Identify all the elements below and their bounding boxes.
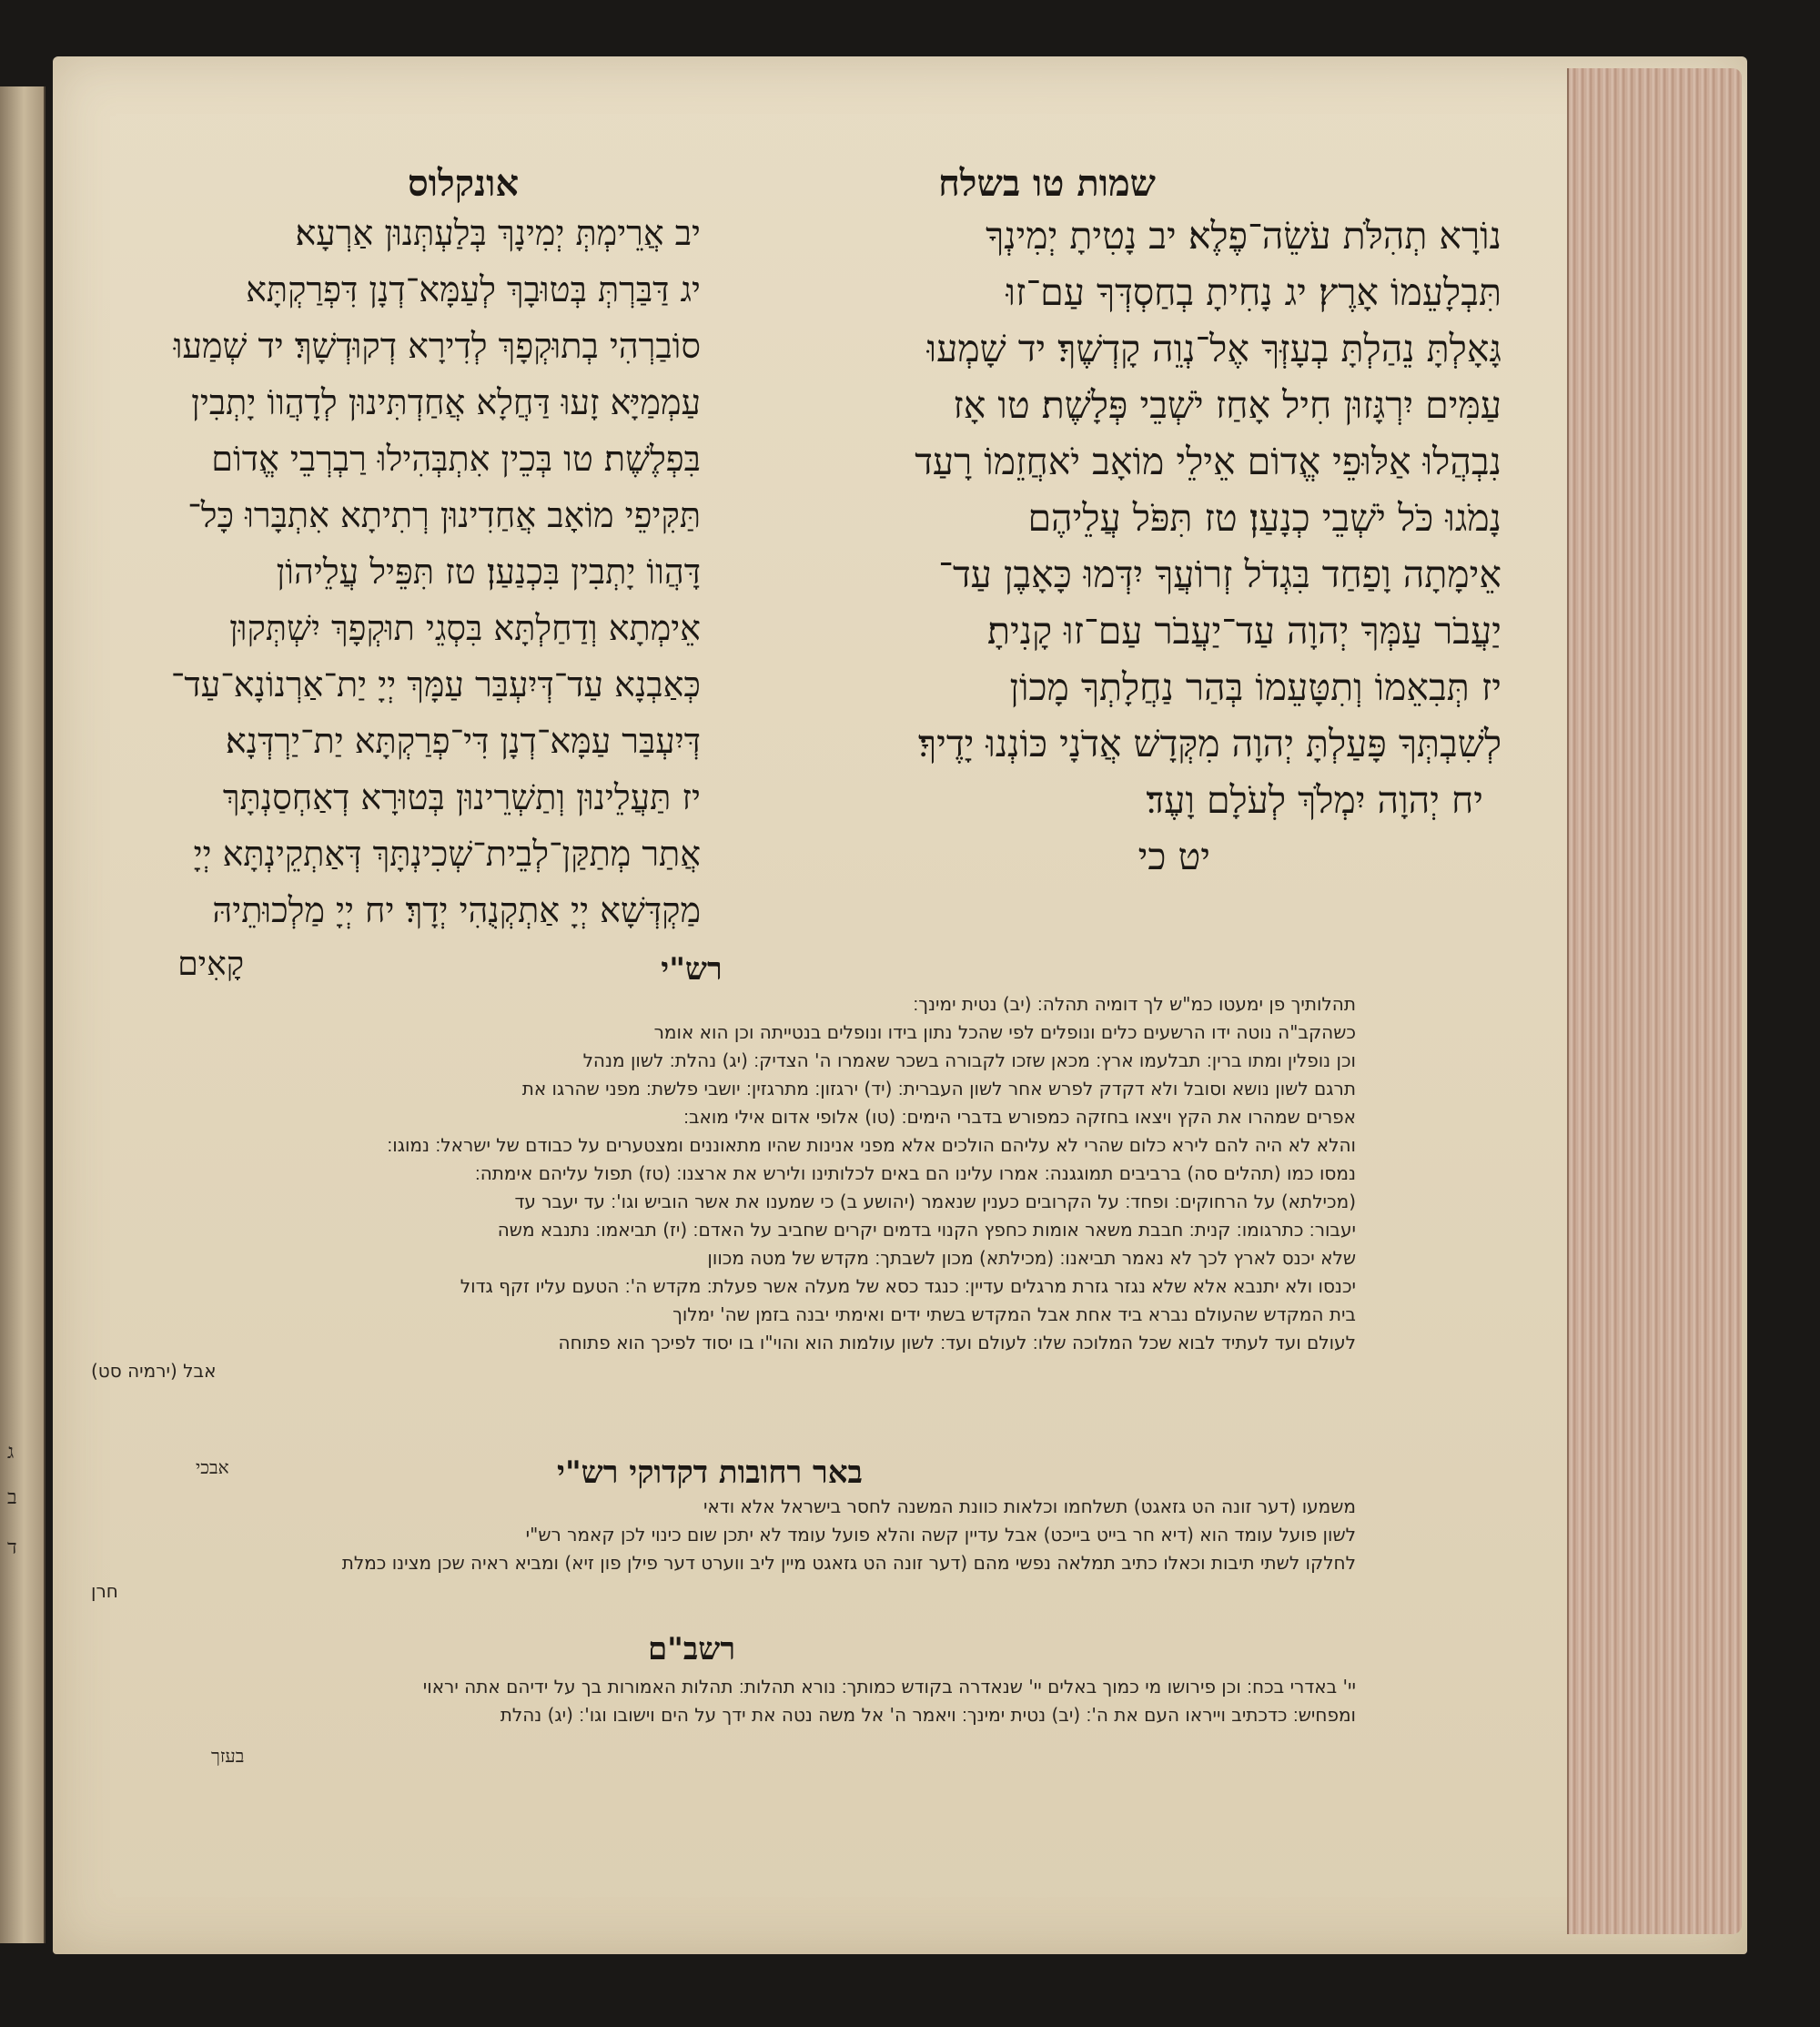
- rashi-line: אבל (ירמיה סט): [91, 1360, 217, 1382]
- previous-page-edge: [0, 86, 46, 1943]
- running-header-right: שמות טו בשלח: [938, 162, 1156, 205]
- torah-line: נָמֹגוּ כֹּל יֹשְׁבֵי כְנָעַן׃ טז תִּפֹּל עֲלֵיהֶם: [1027, 496, 1502, 540]
- rashi-line: והלא לא היה להם לירא כלום שהרי לא עליהם הולכים אלא מפני אנינות שהיו מתאוננים ומצטערים על כבודם של ישראל׃ נמוגו׃: [387, 1134, 1356, 1156]
- torah-line: יז תְּבִאֵמוֹ וְתִטָּעֵמוֹ בְּהַר נַחֲלָתְךָ מָכוֹן: [1009, 665, 1502, 709]
- onkelos-catchword: קָאִים: [177, 946, 244, 983]
- torah-line: יַעֲבֹר עַמְּךָ יְהוָה עַד־יַעֲבֹר עַם־זוּ קָנִיתָ׃: [987, 609, 1502, 653]
- rashi-line: וכן נופלין ומתו ברין׃ תבלעמו ארץ׃ מכאן שזכו לקבורה בשכר שאמרו ה' הצדיק׃ (יג) נהלת׃ לשון מנהל: [582, 1049, 1356, 1071]
- torah-line: אֵימָתָה וָפַחַד בִּגְדֹל זְרוֹעֲךָ יִדְּמוּ כָּאָבֶן עַד־: [938, 552, 1502, 596]
- torah-line: עַמִּים יִרְגָּזוּן חִיל אָחַז יֹשְׁבֵי פְּלָשֶׁת׃ טו אָז: [953, 383, 1502, 427]
- torah-line: לְשִׁבְתְּךָ פָּעַלְתָּ יְהוָה מִקְּדָשׁ אֲדֹנָי כּוֹנְנוּ יָדֶיךָ׃: [917, 722, 1502, 765]
- onkelos-line: יב אֲרֵימְתְּ יְמִינָךְ בְּלַעְתְּנוּן אַרְעָא׃: [295, 213, 701, 253]
- onkelos-line: בִּפְלֶשֶׁת׃ טו בְּכֵין אִתְבְּהִילוּ רַבְרְבֵי אֱדוֹם: [211, 439, 701, 479]
- rashi-commentary: [73, 990, 1356, 1385]
- rashi-title: רש"י: [661, 951, 723, 988]
- beer-line: משמעו (דער זונה הט גזאגט) תשלחמו וכלאות כוונת המשנה לחסר בישראל אלא ודאי: [703, 1495, 1356, 1517]
- onkelos-line: אֲתַר מְתַקַּן־לְבֵית־שְׁכִינְתָּךְ דְּאַתְקֵינְתָּא יְיָ: [193, 834, 701, 874]
- running-header-left: אונקלוס: [407, 162, 519, 205]
- rashbam-line: ומפחיש׃ כדכתיב וייראו העם את ה'׃ (יב) נטית ימינך׃ ויאמר ה' אל משה נטה את ידך על הים וישובו וגו'׃ (יג) נהלת: [500, 1704, 1356, 1726]
- rashi-line: יכנסו ולא יתנבא אלא שלא נגזר גזרת מרגלים עדיין׃ כנגד כסא של מעלה אשר פעלת׃ מקדש ה'׃ הטעם עליו זקף גדול: [460, 1275, 1356, 1297]
- onkelos-line: יג דַּבַּרְתְּ בְּטוּבָךְ לְעַמָּא־דְנָן דִּפְרַקְתָּא: [246, 269, 701, 309]
- rashi-line: בית המקדש שהעולם נברא ביד אחת אבל המקדש בשתי ידים ואימתי יבנה בזמן שה' ימלוך: [672, 1303, 1356, 1325]
- rashi-line: (מכילתא) על הרחוקים׃ ופחד׃ על הקרובים כענין שנאמר (יהושע ב) כי שמענו את אשר הוביש וגו'׃ עד יעבר עד: [514, 1191, 1356, 1212]
- onkelos-column: [64, 205, 701, 938]
- onkelos-line: יז תַּעֲלֵינוּן וְתַשְׁרֵינוּן בְּטוּרָא דְאַחְסַנְתָּךְ: [222, 777, 701, 817]
- torah-text-column: [701, 208, 1502, 885]
- torah-line: יח יְהוָה יִמְלֹךְ לְעֹלָם וָעֶד׃: [1146, 778, 1483, 822]
- rashi-line: תרגם לשון נושא וסובל ולא דקדק לפרש אחר לשון העברית׃ (יד) ירגזון׃ מתרגזין׃ יושבי פלשת׃ מפני שהרגו את: [521, 1078, 1356, 1100]
- onkelos-line: מַקְדְּשָׁא יְיָ אַתְקְנֻהִי יְדָךְ׃ יח יְיָ מַלְכוּתֵיהּ: [212, 890, 701, 930]
- rashi-line: יעבור׃ כתרגומו׃ קנית׃ חבבת משאר אומות כחפץ הקנוי בדמים יקרים שחביב על האדם׃ (יז) תביאמו׃ נתנבא משה: [497, 1219, 1356, 1241]
- page-fore-edge: [1567, 68, 1742, 1934]
- onkelos-line: סוֹבַרְהִי בְתוּקְפָךְ לְדִירָא דְקוּדְשָׁךְ׃ יד שְׁמַעוּ: [173, 326, 701, 366]
- torah-line: יט כי: [1138, 835, 1210, 878]
- rashi-catchword: אבכי: [196, 1456, 229, 1478]
- rashbam-title: רשב"ם: [647, 1631, 736, 1667]
- onkelos-line: דְּיִעְבַּר עַמָּא־דְנָן דִּי־פְרַקְתָּא יַת־יַרְדְּנָא׃: [225, 721, 701, 761]
- rashi-line: נמסו כמו (תהלים סה) ברביבים תמוגגנה׃ אמרו עלינו הם באים לכלותינו ולירש את ארצנו׃ (טז) תפול עליהם אימתה׃: [474, 1162, 1356, 1184]
- margin-letter: ב: [7, 1486, 17, 1509]
- rashbam-line: יי' באדרי בכח׃ וכן פירושו מי כמוך באלים יי' שנאדרה בקודש כמותך׃ נורא תהלות׃ תהלות האמורות בך על ידיהם אתה יראוי: [422, 1676, 1356, 1698]
- onkelos-line: תַּקִּיפֵי מוֹאָב אֲחַדִינוּן רְתִיתָא אִתְבָּרוּ כָּל־: [187, 495, 701, 535]
- torah-line: נִבְהֲלוּ אַלּוּפֵי אֱדוֹם אֵילֵי מוֹאָב יֹאחֲזֵמוֹ רָעַד: [915, 440, 1502, 483]
- onkelos-line: כְּאַבְנָא עַד־דְּיִעְבַּר עַמָּךְ יְיָ יַת־אַרְנוֹנָא־עַד־: [170, 664, 701, 704]
- rashbam-commentary: [73, 1673, 1356, 1729]
- onkelos-line: אֵימְתָא וְדַחַלְתָּא בִּסְגֵי תוּקְפָךְ יִשְׁתְּקוּן: [229, 608, 701, 648]
- beer-line: חרן: [91, 1580, 118, 1602]
- rashi-line: כשהקב"ה נוטה ידו הרשעים כלים ונופלים לפי שהכל נתון בידו ונופלים בנטייתה וכן הוא אומר: [653, 1021, 1356, 1043]
- onkelos-line: דָּהֲווֹ יָתְבִין בִּכְנַעַן׃ טז תִּפֵּיל עֲלֵיהוֹן: [276, 552, 701, 592]
- rashbam-catchword: בעזך: [211, 1745, 245, 1767]
- margin-letter: ד: [7, 1536, 17, 1559]
- rashi-line: לעולם ועד לעתיד לבוא שכל המלוכה שלו׃ לעולם ועד׃ לשון עולמות הוא והוי"ו בו יסוד לפיכך הוא פתוחה: [558, 1332, 1356, 1353]
- beer-rechovot-text: [73, 1493, 1356, 1606]
- beer-line: לשון פועל עומד הוא (דיא חר בייט בייכט) אבל עדיין קשה והלא פועל עומד לא יתכן שום כינוי לכן קאמר רש"י: [525, 1524, 1356, 1546]
- beer-rechovot-title: באר רחובות דקדוקי רש"י: [557, 1454, 863, 1491]
- torah-line: תִּבְלָעֵמוֹ אָרֶץ׃ יג נָחִיתָ בְחַסְדְּךָ עַם־זוּ: [1006, 270, 1502, 314]
- torah-line: גָּאָלְתָּ נֵהַלְתָּ בְעָזְּךָ אֶל־נְוֵה קָדְשֶׁךָ׃ יד שָׁמְעוּ: [926, 327, 1502, 370]
- torah-line: נוֹרָא תְהִלֹּת עֹשֵׂה־פֶלֶא׃ יב נָטִיתָ יְמִינְךָ: [986, 214, 1502, 258]
- onkelos-line: עַמְמַיָּא זָעוּ דַּחֲלָא אֲחַדְתִּינוּן לְדָהֲווֹ יָתְבִין: [191, 382, 701, 422]
- rashi-line: תהלותיך פן ימעטו כמ"ש לך דומיה תהלה׃ (יב) נטית ימינך׃: [913, 993, 1356, 1015]
- beer-line: לחלקו לשתי תיבות וכאלו כתיב תמלאה נפשי מהם (דער זונה הט גזאגט מיין ליב ווערט דער פילן פון זיא) ומביא ראיה שכן מצינו כמלת: [341, 1552, 1356, 1574]
- rashi-line: שלא יכנס לארץ לכך לא נאמר תביאנו׃ (מכילתא) מכון לשבתך׃ מקדש של מטה מכוון: [707, 1247, 1356, 1269]
- margin-letter: ג: [7, 1441, 15, 1464]
- rashi-line: אפרים שמהרו את הקץ ויצאו בחזקה כמפורש בדברי הימים׃ (טו) אלופי אדום אילי מואב׃: [683, 1106, 1356, 1128]
